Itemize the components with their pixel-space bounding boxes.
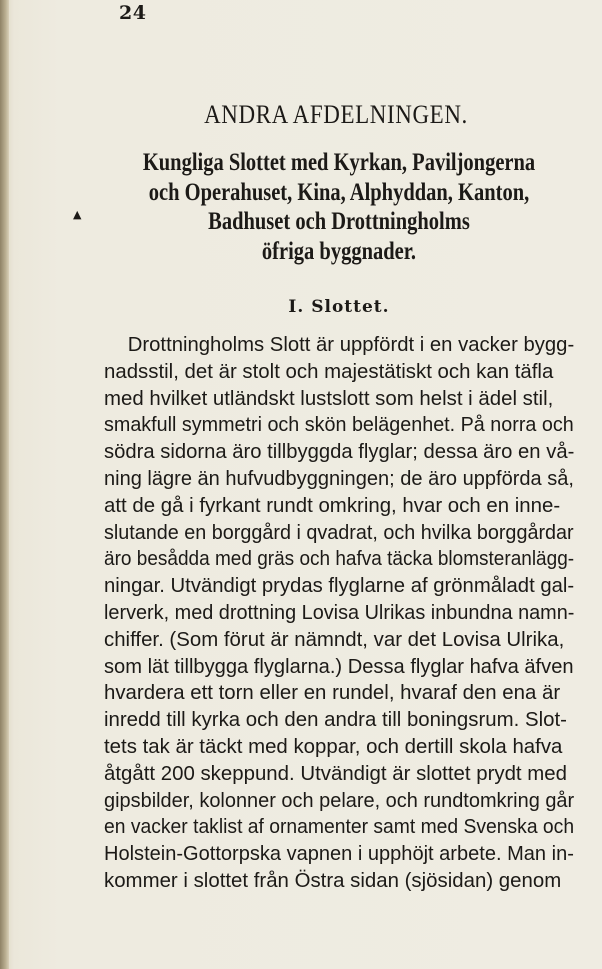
chapter-title-line: Badhuset och Drottningholms xyxy=(208,208,470,235)
chapter-title-line: öfriga byggnader. xyxy=(261,237,417,265)
text-line: smakfull symmetri och skön belägenhet. På norra och xyxy=(104,413,574,437)
page-number: 24 xyxy=(119,2,147,24)
text-line: att de gå i fyrkant rundt omkring, hvar och en inne- xyxy=(104,493,561,517)
text-line: tets tak är täckt med koppar, och dertill skola hafva xyxy=(104,734,563,758)
text-line: ningar. Utvändigt prydas flyglarne af grönmåladt gal- xyxy=(104,574,575,598)
part-title: ANDRA AFDELNINGEN. xyxy=(204,100,468,129)
text-line: kommer i slottet från Östra sidan (sjösidan) genom xyxy=(104,868,562,892)
text-line: en vacker taklist af ornamenter samt med Svenska och xyxy=(104,815,575,839)
text-line: Holstein-Gottorpska vapnen i upphöjt arbete. Man in- xyxy=(104,842,574,866)
page-spine-edge xyxy=(0,0,9,969)
text-line: slutande en borggård i qvadrat, och hvilka borggårdar xyxy=(104,520,574,544)
text-line: södra sidorna äro tillbyggda flyglar; dessa äro en vå- xyxy=(104,440,575,464)
text-line: äro besådda med gräs och hafva täcka blomsteranlägg- xyxy=(104,547,575,571)
text-line: chiffer. (Som förut är nämndt, var det Lovisa Ulrika, xyxy=(104,627,565,651)
text-line: hvardera ett torn eller en rundel, hvaraf den ena är xyxy=(104,681,561,705)
text-line: inredd till kyrka och den andra till boningsrum. Slot- xyxy=(104,708,567,732)
text-line: åtgått 200 skeppund. Utvändigt är slottet prydt med xyxy=(104,761,567,785)
text-line: nadsstil, det är stolt och majestätiskt och kan täfla xyxy=(104,359,554,383)
margin-mark-icon: ▲ xyxy=(73,208,82,221)
text-line: som lät tillbygga flyglarna.) Dessa flyglar hafva äfven xyxy=(104,654,574,678)
chapter-title-line: och Operahuset, Kina, Alphyddan, Kanton, xyxy=(148,178,530,206)
chapter-title-line: Kungliga Slottet med Kyrkan, Paviljongerna xyxy=(142,149,536,176)
text-line: med hvilket utländskt lustslott som helst i ädel stil, xyxy=(104,386,554,410)
body-paragraph xyxy=(104,332,576,895)
text-line: Drottningholms Slott är uppfördt i en vacker bygg- xyxy=(127,333,575,356)
text-line: gipsbilder, kolonner och pelare, och rundtomkring går xyxy=(104,788,575,812)
text-line: ning lägre än hufvudbyggningen; de äro uppförda så, xyxy=(104,466,574,490)
chapter-title xyxy=(138,148,540,266)
section-heading: I. Slottet. xyxy=(288,297,390,317)
text-line: lerverk, med drottning Lovisa Ulrikas inbundna namn- xyxy=(104,600,575,624)
